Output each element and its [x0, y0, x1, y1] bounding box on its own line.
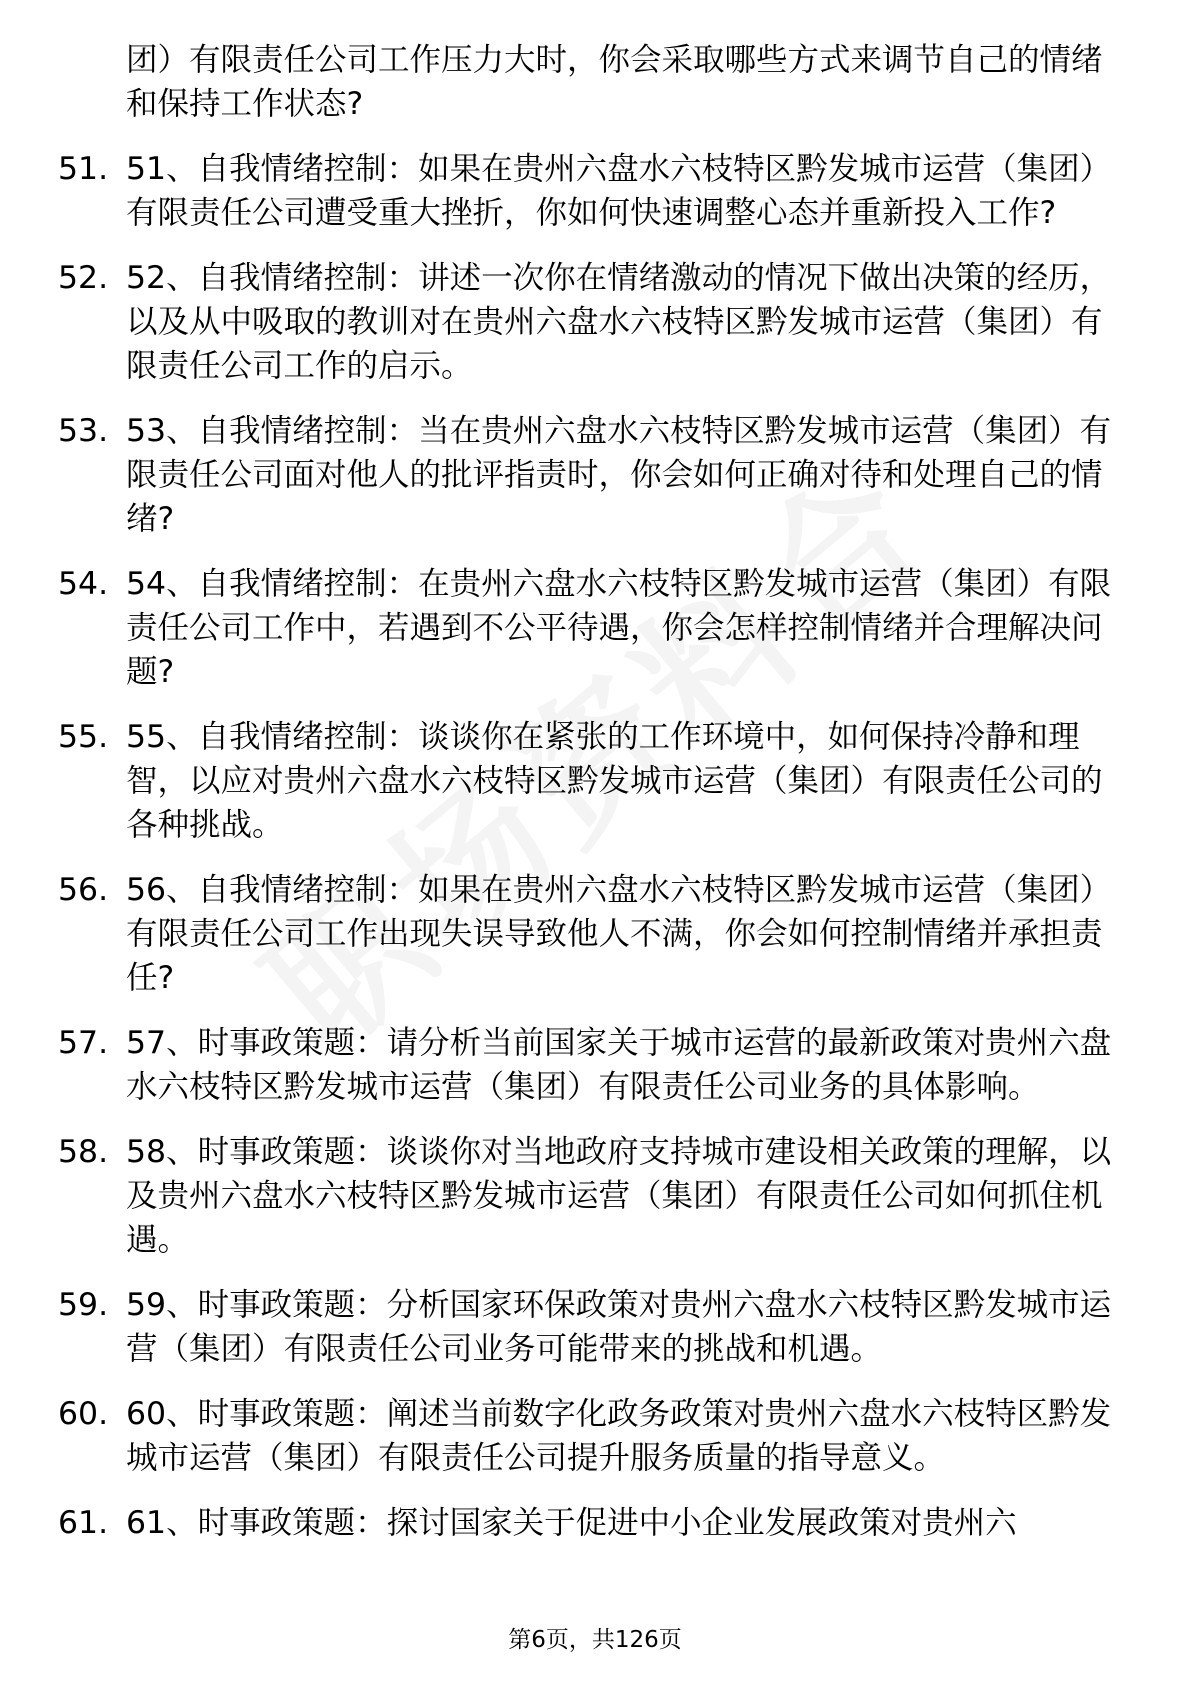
list-item [0, 1130, 1190, 1262]
item-text: 54、自我情绪控制：在贵州六盘水六枝特区黔发城市运营（集团）有限责任公司工作中，若遇到不公平待遇，你会怎样控制情绪并合理解决问题? [126, 566, 1112, 690]
item-number: 53. [58, 413, 109, 449]
item-number: 61. [58, 1505, 109, 1541]
item-text: 59、时事政策题：分析国家环保政策对贵州六盘水六枝特区黔发城市运营（集团）有限责任公司业务可能带来的挑战和机遇。 [126, 1287, 1112, 1367]
item-number: 54. [58, 566, 109, 602]
item-number: 52. [58, 260, 109, 296]
list-item [0, 1501, 1190, 1545]
item-number: 60. [58, 1396, 109, 1432]
list-item [0, 1021, 1190, 1109]
list-item [0, 562, 1190, 694]
item-text: 57、时事政策题：请分析当前国家关于城市运营的最新政策对贵州六盘水六枝特区黔发城市运营（集团）有限责任公司业务的具体影响。 [126, 1025, 1112, 1105]
list-item [0, 1283, 1190, 1371]
list-item [0, 256, 1190, 388]
item-number: 51. [58, 151, 109, 187]
item-number: 55. [58, 719, 109, 755]
list-item [0, 409, 1190, 541]
question-list [0, 38, 1190, 1545]
item-text: 56、自我情绪控制：如果在贵州六盘水六枝特区黔发城市运营（集团）有限责任公司工作出现失误导致他人不满，你会如何控制情绪并承担责任? [126, 872, 1112, 996]
item-text: 58、时事政策题：谈谈你对当地政府支持城市建设相关政策的理解，以及贵州六盘水六枝特区黔发城市运营（集团）有限责任公司如何抓住机遇。 [126, 1134, 1112, 1258]
list-item [0, 147, 1190, 235]
item-number: 57. [58, 1025, 109, 1061]
list-item [0, 715, 1190, 847]
page-number: 第6页，共126页 [508, 1627, 682, 1653]
item-text: 52、自我情绪控制：讲述一次你在情绪激动的情况下做出决策的经历，以及从中吸取的教训对在贵州六盘水六枝特区黔发城市运营（集团）有限责任公司工作的启示。 [126, 260, 1112, 384]
item-text: 61、时事政策题：探讨国家关于促进中小企业发展政策对贵州六 [126, 1505, 1017, 1541]
list-item [0, 868, 1190, 1000]
item-number: 59. [58, 1287, 109, 1323]
item-text: 53、自我情绪控制：当在贵州六盘水六枝特区黔发城市运营（集团）有限责任公司面对他人的批评指责时，你会如何正确对待和处理自己的情绪? [126, 413, 1112, 537]
item-number: 56. [58, 872, 109, 908]
list-item [0, 1392, 1190, 1480]
item-text: 55、自我情绪控制：谈谈你在紧张的工作环境中，如何保持冷静和理智，以应对贵州六盘水六枝特区黔发城市运营（集团）有限责任公司的各种挑战。 [126, 719, 1103, 843]
item-text: 60、时事政策题：阐述当前数字化政务政策对贵州六盘水六枝特区黔发城市运营（集团）有限责任公司提升服务质量的指导意义。 [126, 1396, 1112, 1476]
item-number: 58. [58, 1134, 109, 1170]
item-text: 51、自我情绪控制：如果在贵州六盘水六枝特区黔发城市运营（集团）有限责任公司遭受重大挫折，你如何快速调整心态并重新投入工作? [126, 151, 1112, 231]
continued-question-text: 团）有限责任公司工作压力大时，你会采取哪些方式来调节自己的情绪和保持工作状态? [126, 42, 1103, 122]
